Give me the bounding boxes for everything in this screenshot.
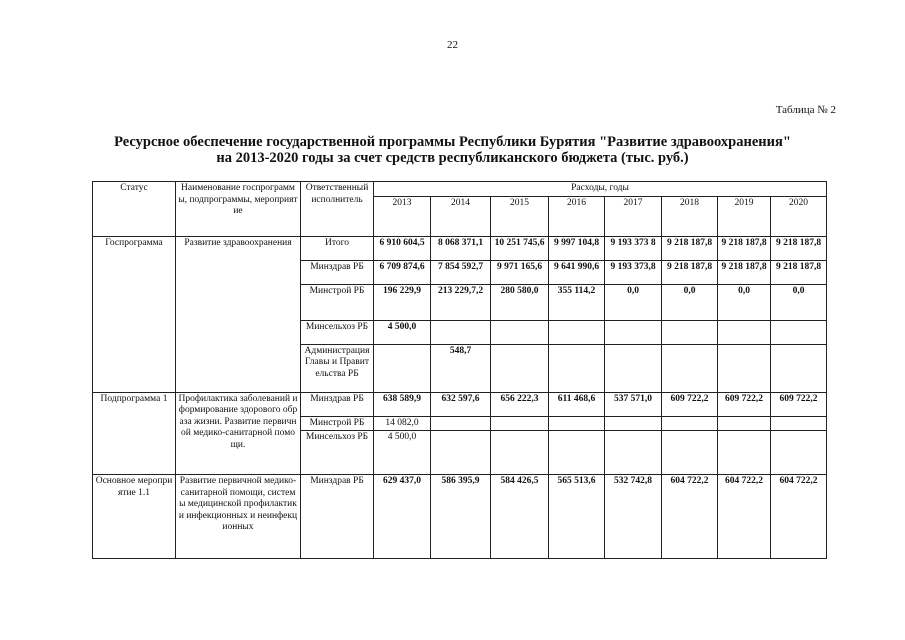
row-value: 9 218 187,8: [718, 236, 771, 260]
row-value: [491, 431, 549, 475]
row-value: 632 597,6: [431, 392, 491, 416]
resource-table: [92, 181, 827, 559]
row-value: [431, 416, 491, 431]
header-executor: Ответственный исполнитель: [301, 182, 374, 237]
row-value: 611 468,6: [549, 392, 605, 416]
row-value: 584 426,5: [491, 475, 549, 559]
table-row: [93, 236, 827, 260]
row-value: 0,0: [718, 284, 771, 320]
row-value: 9 997 104,8: [549, 236, 605, 260]
header-year: 2015: [491, 196, 549, 236]
row-value: 14 082,0: [374, 416, 431, 431]
row-value: 9 641 990,6: [549, 260, 605, 284]
row-value: 9 218 187,8: [718, 260, 771, 284]
row-value: [605, 320, 662, 344]
row-value: 10 251 745,6: [491, 236, 549, 260]
row-value: 9 971 165,6: [491, 260, 549, 284]
header-row-1: [93, 182, 827, 197]
row-executor: Итого: [301, 236, 374, 260]
header-expenses: Расходы, годы: [374, 182, 827, 197]
row-value: [662, 431, 718, 475]
row-value: 9 193 373 8: [605, 236, 662, 260]
row-value: [771, 344, 827, 392]
row-value: [718, 431, 771, 475]
row-value: [491, 416, 549, 431]
row-value: [549, 344, 605, 392]
row-value: [662, 344, 718, 392]
row-value: [662, 320, 718, 344]
row-value: 4 500,0: [374, 320, 431, 344]
header-year: 2016: [549, 196, 605, 236]
row-value: 629 437,0: [374, 475, 431, 559]
row-value: 9 193 373,8: [605, 260, 662, 284]
row-value: 8 068 371,1: [431, 236, 491, 260]
row-value: [431, 431, 491, 475]
row-value: 604 722,2: [718, 475, 771, 559]
row-value: [771, 320, 827, 344]
row-status: Госпрограмма: [93, 236, 176, 392]
row-value: 532 742,8: [605, 475, 662, 559]
row-status: Основное мероприятие 1.1: [93, 475, 176, 559]
row-value: 9 218 187,8: [771, 236, 827, 260]
table-row: [93, 475, 827, 559]
row-status: Подпрограмма 1: [93, 392, 176, 475]
row-value: [771, 416, 827, 431]
title-line-1: Ресурсное обеспечение государственной программы Республики Бурятия "Развитие здравоохранения": [114, 134, 791, 150]
row-value: 609 722,2: [718, 392, 771, 416]
row-value: 196 229,9: [374, 284, 431, 320]
row-value: [605, 416, 662, 431]
row-value: [549, 416, 605, 431]
row-value: [431, 320, 491, 344]
row-value: 609 722,2: [662, 392, 718, 416]
row-value: 9 218 187,8: [662, 260, 718, 284]
row-name: Развитие первичной медико-санитарной помощи, системы медицинской профилактики инфекционных и неинфекционных: [176, 475, 301, 559]
row-value: [491, 344, 549, 392]
table-row: [93, 392, 827, 416]
row-value: [718, 416, 771, 431]
row-value: [662, 416, 718, 431]
row-value: 565 513,6: [549, 475, 605, 559]
row-value: 6 910 604,5: [374, 236, 431, 260]
row-value: 7 854 592,7: [431, 260, 491, 284]
row-name: Развитие здравоохранения: [176, 236, 301, 392]
row-value: 609 722,2: [771, 392, 827, 416]
row-value: 604 722,2: [771, 475, 827, 559]
row-value: 4 500,0: [374, 431, 431, 475]
row-value: [771, 431, 827, 475]
header-year: 2014: [431, 196, 491, 236]
row-value: [549, 431, 605, 475]
title-line-2: на 2013-2020 годы за счет средств республиканского бюджета (тыс. руб.): [216, 150, 689, 166]
page-number: 22: [447, 39, 458, 51]
row-value: [491, 320, 549, 344]
row-value: 537 571,0: [605, 392, 662, 416]
row-executor: Минсельхоз РБ: [301, 431, 374, 475]
row-value: [605, 344, 662, 392]
row-executor: Минстрой РБ: [301, 416, 374, 431]
row-value: [374, 344, 431, 392]
table-label: Таблица № 2: [775, 104, 836, 116]
header-year: 2017: [605, 196, 662, 236]
row-name: Профилактика заболеваний и формирование здорового образа жизни. Развитие первичной медико-санитарной помощи.: [176, 392, 301, 475]
row-value: 9 218 187,8: [662, 236, 718, 260]
row-executor: Минсельхоз РБ: [301, 320, 374, 344]
row-value: [549, 320, 605, 344]
header-year: 2013: [374, 196, 431, 236]
row-value: 0,0: [605, 284, 662, 320]
row-value: 548,7: [431, 344, 491, 392]
row-executor: Минздрав РБ: [301, 475, 374, 559]
row-value: 355 114,2: [549, 284, 605, 320]
header-year: 2020: [771, 196, 827, 236]
row-value: 6 709 874,6: [374, 260, 431, 284]
document-title: [60, 134, 845, 166]
row-value: [605, 431, 662, 475]
row-executor: Минстрой РБ: [301, 284, 374, 320]
row-value: 9 218 187,8: [771, 260, 827, 284]
row-value: 656 222,3: [491, 392, 549, 416]
row-value: 0,0: [662, 284, 718, 320]
header-year: 2018: [662, 196, 718, 236]
row-executor: Администрация Главы и Правительства РБ: [301, 344, 374, 392]
row-value: 638 589,9: [374, 392, 431, 416]
header-year: 2019: [718, 196, 771, 236]
header-name: Наименование госпрограммы, подпрограммы, мероприятие: [176, 182, 301, 237]
row-value: 586 395,9: [431, 475, 491, 559]
row-value: 604 722,2: [662, 475, 718, 559]
row-value: [718, 320, 771, 344]
row-value: 213 229,7,2: [431, 284, 491, 320]
row-value: 0,0: [771, 284, 827, 320]
header-status: Статус: [93, 182, 176, 237]
row-executor: Минздрав РБ: [301, 392, 374, 416]
row-value: [718, 344, 771, 392]
row-value: 280 580,0: [491, 284, 549, 320]
row-executor: Минздрав РБ: [301, 260, 374, 284]
